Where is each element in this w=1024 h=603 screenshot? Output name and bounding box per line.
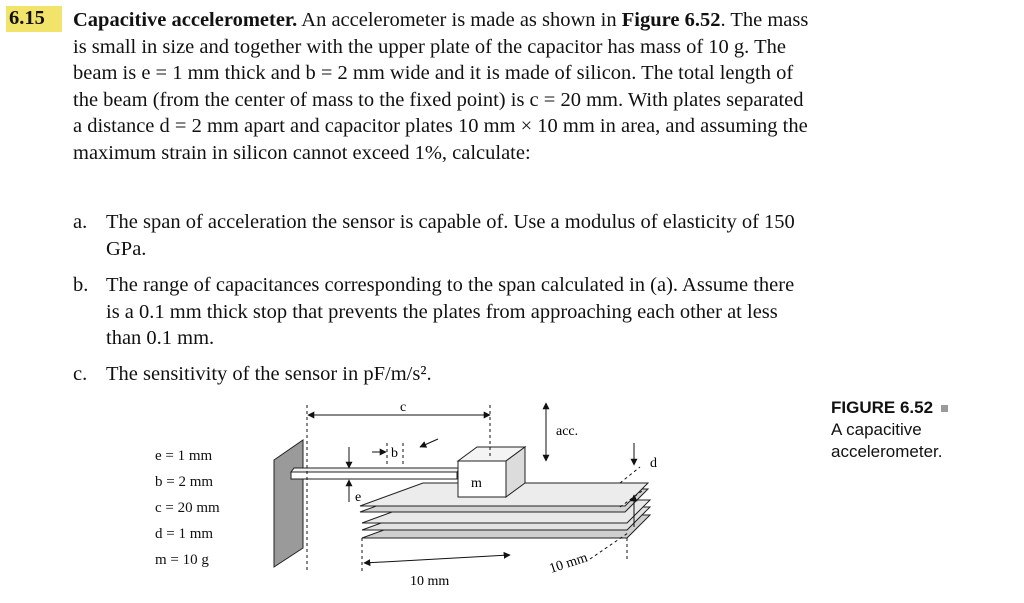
width-dimension-arrow (364, 555, 510, 563)
caption-line-1: A capacitive (831, 420, 922, 439)
part-a-label: a. (73, 211, 88, 233)
label-d: d (650, 456, 657, 471)
label-depth: 10 mm (547, 550, 590, 577)
problem-title: Capacitive accelerometer. (73, 9, 298, 31)
part-b (73, 272, 811, 352)
d-extension-top (620, 467, 640, 483)
param-b: b = 2 mm (155, 474, 214, 490)
label-b: b (391, 446, 398, 461)
cantilever-beam (291, 472, 457, 479)
part-a-text: The span of acceleration the sensor is capable of. Use a modulus of elasticity of 150 GPa. (106, 211, 795, 260)
label-c: c (400, 400, 407, 415)
problem-number: 6.15 (9, 7, 45, 29)
figure-reference: Figure 6.52 (621, 9, 721, 31)
param-d: d = 1 mm (155, 526, 214, 542)
mass-block (458, 461, 506, 497)
label-m: m (471, 476, 482, 491)
label-e: e (355, 490, 362, 505)
figure-caption (831, 397, 948, 463)
figure-6-52 (0, 395, 1024, 603)
fixed-wall (274, 440, 303, 567)
caption-line-2: accelerometer. (831, 442, 943, 461)
caption-title: FIGURE 6.52 (831, 398, 934, 417)
problem-intro: An accelerometer is made as shown in (301, 9, 617, 31)
problem-statement (73, 7, 811, 166)
param-m: m = 10 g (155, 552, 209, 568)
part-c-label: c. (73, 363, 88, 385)
part-a (73, 209, 811, 262)
label-width: 10 mm (410, 574, 450, 589)
param-e: e = 1 mm (155, 448, 213, 464)
problem-number-highlight (6, 6, 62, 32)
part-c (73, 361, 811, 388)
cantilever-beam-top (291, 468, 460, 472)
param-c: c = 20 mm (155, 500, 220, 516)
part-c-text: The sensitivity of the sensor in pF/m/s². (106, 363, 432, 385)
part-b-label: b. (73, 274, 89, 296)
caption-title-row (831, 397, 948, 419)
b-dimension-arrow-right (420, 439, 438, 447)
problem-body: . The mass is small in size and together with the upper plate of the capacitor has mass of 10 g. The beam is e = 1 mm thick and b = 2 mm wide and it is made of silicon. The total length of the beam (from the center of mass to the fixed point) is c = 20 mm. With plates separated a distance d = 2 mm apart and capacitor plates 10 mm × 10 mm in area, and assuming the maximum strain in silicon cannot exceed 1%, calculate: (73, 9, 809, 164)
caption-square-icon (941, 405, 948, 412)
part-b-text: The range of capacitances corresponding to the span calculated in (a). Assume there is a 0.1 mm thick stop that prevents the plates from approaching each other at less than 0.1 mm. (106, 274, 795, 349)
label-acc: acc. (556, 424, 579, 439)
